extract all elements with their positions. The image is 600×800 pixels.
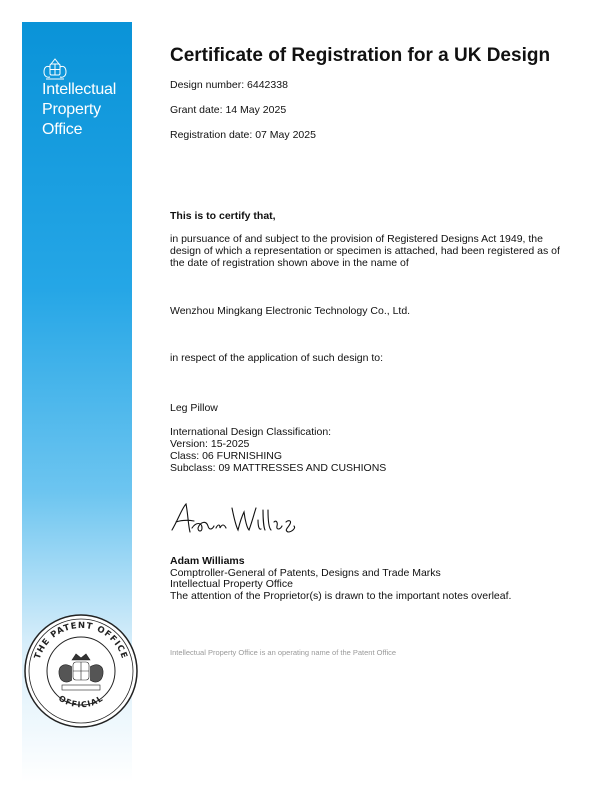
office-name-line: Property (42, 101, 101, 118)
footer-note: Intellectual Property Office is an operating name of the Patent Office (170, 648, 397, 657)
product-name: Leg Pillow (170, 402, 218, 414)
classification-heading: International Design Classification: (170, 426, 332, 438)
registration-date: Registration date: 07 May 2025 (170, 129, 316, 141)
signatory-office: Intellectual Property Office (170, 578, 293, 590)
office-name-line: Intellectual (42, 81, 117, 98)
signatory-note: The attention of the Proprietor(s) is drawn to the important notes overleaf. (170, 589, 512, 602)
seal-text-bottom: OFFICIAL (57, 693, 105, 710)
seal-text-top: THE PATENT OFFICE (32, 620, 130, 661)
classification-version: Version: 15-2025 (170, 438, 250, 450)
certify-heading: This is to certify that, (170, 210, 276, 222)
grant-date: Grant date: 14 May 2025 (170, 104, 287, 116)
royal-crest-icon (40, 55, 70, 83)
patent-office-seal-icon (22, 612, 140, 730)
office-name (42, 80, 130, 140)
design-classification (170, 426, 386, 474)
page-title: Certificate of Registration for a UK Design (170, 45, 551, 66)
signatory-block (170, 556, 511, 602)
office-name-line: Office (42, 121, 83, 138)
signatory-title: Comptroller-General of Patents, Designs and Trade Marks (170, 566, 441, 579)
design-number: Design number: 6442338 (170, 79, 288, 91)
classification-subclass: Subclass: 09 MATTRESSES AND CUSHIONS (170, 462, 387, 474)
handwritten-signature (168, 500, 298, 538)
respect-line: in respect of the application of such design to: (170, 352, 384, 364)
certify-paragraph: in pursuance of and subject to the provision of Registered Designs Act 1949, the design of which a representation or specimen is attached, had been registered as of the date of registration shown above in the name of (170, 233, 560, 269)
signatory-name: Adam Williams (170, 555, 245, 567)
owner-name: Wenzhou Mingkang Electronic Technology Co., Ltd. (170, 305, 411, 317)
classification-class: Class: 06 FURNISHING (170, 450, 283, 462)
